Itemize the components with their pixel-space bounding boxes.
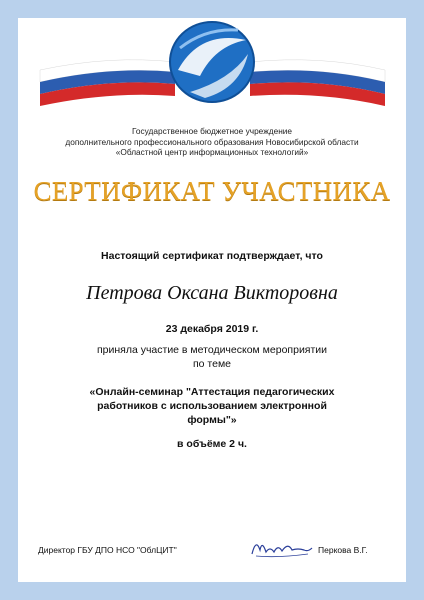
event-date: 23 декабря 2019 г. [165, 323, 259, 335]
participation-line-2: по теме [192, 358, 232, 370]
organization-line-2: дополнительного профессионального образования Новосибирской области [65, 136, 359, 147]
organization-name [40, 126, 384, 158]
topic-line-3: формы"» [187, 414, 237, 426]
organization-line-3: «Областной центр информационных технологий» [115, 147, 309, 157]
participation-line-1: приняла участие в методическом мероприятии [96, 344, 328, 356]
participation-text [0, 343, 424, 371]
flag-emblem-header [0, 0, 424, 120]
topic-line-2: работников с использованием электронной [97, 400, 327, 412]
topic-line-1: «Онлайн-семинар "Аттестация педагогических [89, 386, 335, 398]
certificate-title: СЕРТИФИКАТ УЧАСТНИКА [33, 176, 391, 206]
emblem-logo-icon [170, 22, 254, 102]
organization-line-1: Государственное бюджетное учреждение [131, 126, 293, 136]
director-title: Директор ГБУ ДПО НСО "ОблЦИТ" [38, 545, 177, 555]
russian-flag-right-icon [250, 60, 385, 106]
signature-icon [248, 532, 316, 562]
event-volume: в объёме 2 ч. [177, 438, 247, 450]
confirm-text: Настоящий сертификат подтверждает, что [101, 250, 323, 262]
russian-flag-left-icon [40, 60, 175, 106]
participant-name: Петрова Оксана Викторовна [86, 282, 338, 304]
signer-name: Перкова В.Г. [318, 545, 368, 555]
event-topic [60, 385, 364, 427]
